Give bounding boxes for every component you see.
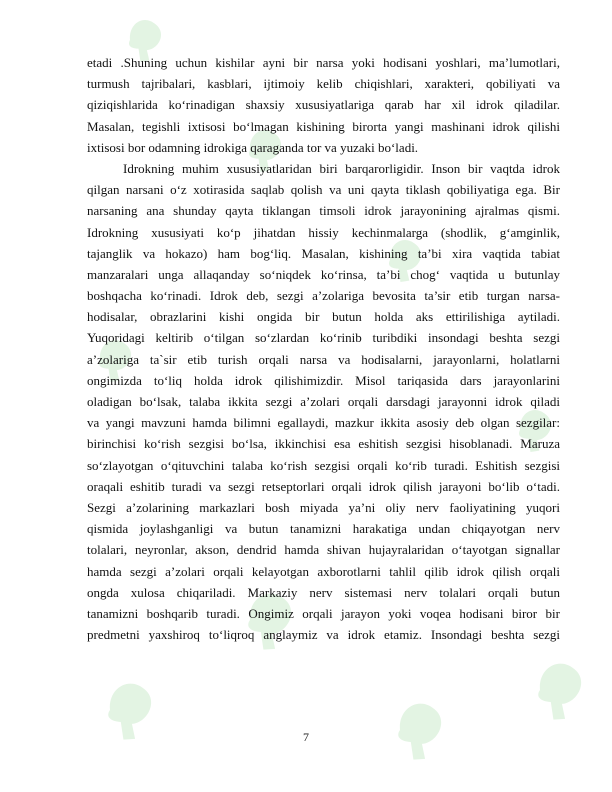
text-line: so‘zlayotgan o‘qituvchini talaba ko‘rish sezgisi orqali ko‘rib turadi. Eshitish sezgisi [87,457,560,473]
text-line: birinchisi ko‘rish sezgisi bo‘lsa, ikkinchisi esa eshitish sezgisi hisoblanadi. Maruza [87,436,560,452]
text-line: tolalari, neyronlar, akson, dendrid hamda shivan hujayralaridan o‘tayotgan signallar [87,542,560,558]
text-line: hamda sezgi a’zolari orqali kelayotgan axborotlarni tahlil qilib idrok qilish orqali [87,563,560,579]
text-line: oraqali eshitib turadi va sezgi retseptorlari orqali idrok qilish jarayoni bo‘lib o‘tadi. [87,478,560,494]
paragraph-1 [87,52,560,158]
body-text [87,52,560,645]
text-line: etadi .Shuning uchun kishilar ayni bir narsa yoki hodisani yoshlari, ma’lumotlari, [87,55,560,70]
text-line: ongimizda to‘liq holda idrok qilishimizdir. Misol tariqasida dars jarayonlarini [87,372,560,388]
text-line: Sezgi a’zolarining markazlari bosh miyada ya’ni oliy nerv faoliyatining yuqori [87,499,560,515]
text-line: boshqacha ko‘rinadi. Idrok deb, sezgi a’zolariga bevosita ta’sir etib turgan narsa- [87,288,560,304]
text-line: ixtisosi bor odamning idrokiga qaraganda tor va yuzaki bo‘ladi. [87,139,419,155]
text-line: narsaning ana shunday qayta tiklangan timsoli idrok jarayonining ajralmas qismi. [87,203,560,219]
text-line: tanamizni boshqarib turadi. Ongimiz orqali jarayon yoki voqea hodisani biror bir [87,605,560,621]
text-line: turmush tajribalari, kasblari, ijtimoiy kelib chiqishlari, xarakteri, qobiliyati va [87,76,560,92]
text-line: Idrokning muhim xususiyatlaridan biri barqarorligidir. Inson bir vaqtda idrok [123,160,560,176]
text-line: qilgan narsani o‘z xotirasida saqlab qolish va uni qayta tiklash qobiliyatiga ega. Bir [87,182,560,198]
page-number: 7 [303,730,309,744]
text-line: qiziqishlarida ko‘rinadigan shaxsiy xususiyatlariga qarab har xil idrok qiladilar. [87,97,560,113]
text-line: va yangi mavzuni hamda bilimni egallaydi, mazkur ikkita asosiy deb olgan sezgilar: [87,415,560,431]
text-line: oladigan bo‘lsak, talaba ikkita sezgi a’zolari orqali darsdagi jarayonni idrok qiladi [87,394,560,409]
text-line: qismida joylashganligi va butun tanamizni harakatiga undan chiqayotgan nerv [87,521,560,537]
text-line: Masalan, tegishli ixtisosi bo‘lmagan kishining birorta yangi mashinani idrok qilishi [87,118,560,134]
text-line: a’zolariga ta`sir etib turish orqali narsa va hodisalarni, jarayonlarni, holatlarni [87,351,560,367]
text-line: predmetni yaxshiroq to‘liqroq anglaymiz va idrok etamiz. Insondagi beshta sezgi [87,627,560,643]
text-line: tajanglik va hokazo) ham bog‘liq. Masalan, kishining ta’bi xira vaqtida tabiat [87,245,560,261]
paragraph-2 [87,158,560,645]
text-line: hodisalar, obrazlarini kishi ongida bir butun holda aks ettirilishiga aytiladi. [87,309,560,325]
text-line: manzaralari unga allaqanday so‘niqdek ko‘rinsa, ta’bi chog‘ vaqtida u butunlay [87,266,560,282]
text-line: ongda xulosa chiqariladi. Markaziy nerv sistemasi nerv tolalari orqali butun [87,584,560,600]
text-line: Idrokning xususiyati ko‘p jihatdan hissiy kechinmalarga (shodlik, g‘amginlik, [87,224,560,240]
text-line: Yuqoridagi keltirib o‘tilgan so‘zlardan ko‘rinib turibdiki insondagi beshta sezgi [87,330,560,346]
